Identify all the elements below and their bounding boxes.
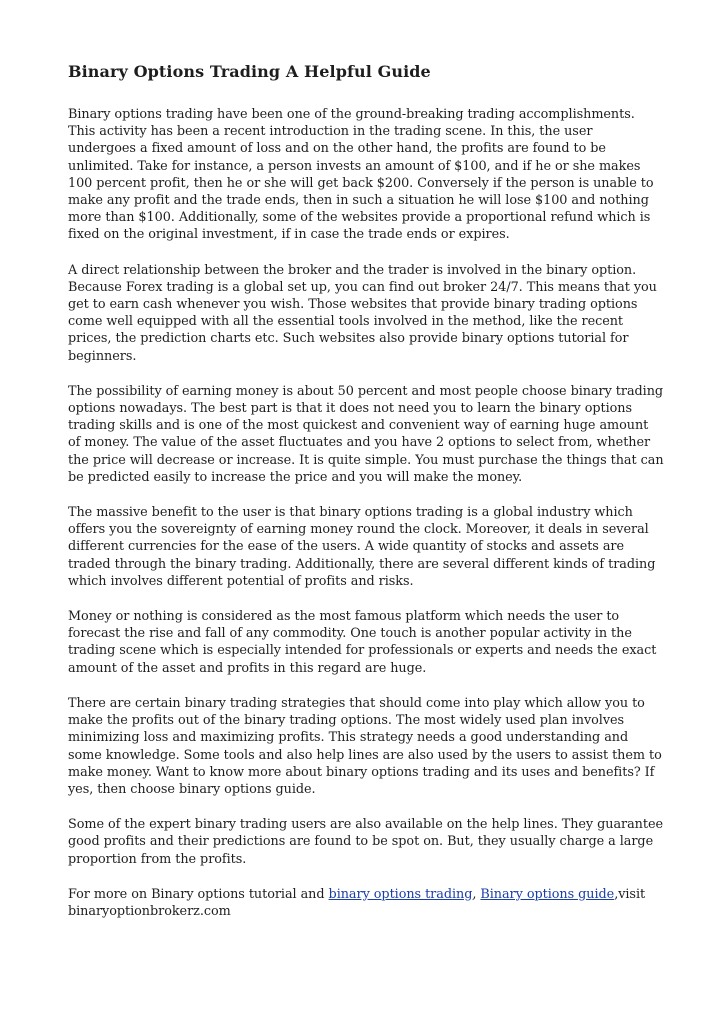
document-title: Binary Options Trading A Helpful Guide: [68, 62, 431, 81]
paragraph-2: A direct relationship between the broker and the trader is involved in the binary option. Because Forex trading is a global set up, you can find out broker 24/7. This means that you get to earn cash whenever you wish. Those websites that provide binary trading options come well equipped with all the essential tools involved in the method, like the recent prices, the prediction charts etc. Such websites also provide binary options tutorial for beginners.: [68, 262, 657, 364]
closing-tail: ,visit binaryoptionbrokerz.com: [68, 886, 646, 919]
binary-options-trading-link[interactable]: binary options trading: [328, 886, 473, 902]
closing-intro: For more on Binary options tutorial and: [68, 886, 329, 902]
paragraph-4: The massive benefit to the user is that binary options trading is a global industry which offers you the sovereignty of earning money round the clock. Moreover, it deals in several different currencies for the ease of the users. A wide quantity of stocks and assets are traded through the binary trading. Additionally, there are several different kinds of trading which involves different potential of profits and risks.: [68, 505, 656, 589]
paragraph-5: Money or nothing is considered as the most famous platform which needs the user to forecast the rise and fall of any commodity. One touch is another popular activity in the trading scene which is especially intended for professionals or experts and needs the exact amount of the asset and profits in this regard are huge.: [68, 609, 657, 676]
binary-options-guide-link[interactable]: Binary options guide: [480, 886, 615, 902]
paragraph-1: Binary options trading have been one of the ground-breaking trading accomplishments. This activity has been a recent introduction in the trading scene. In this, the user undergoes a fixed amount of loss and on the other hand, the profits are found to be unlimited. Take for instance, a person invests an amount of $100, and if he or she makes 100 percent profit, then he or she will get back $200. Conversely if the person is unable to make any profit and the trade ends, then in such a situation he will lose $100 and nothing more than $100. Additionally, some of the websites provide a proportional refund which is fixed on the original investment, if in case the trade ends or expires.: [68, 107, 654, 243]
paragraph-7: Some of the expert binary trading users are also available on the help lines. They guarantee good profits and their predictions are found to be spot on. But, they usually charge a large proportion from the profits.: [68, 817, 664, 867]
paragraph-3: The possibility of earning money is about 50 percent and most people choose binary trading options nowadays. The best part is that it does not need you to learn the binary options trading skills and is one of the most quickest and convenient way of earning huge amount of money. The value of the asset fluctuates and you have 2 options to select from, whether the price will decrease or increase. It is quite simple. You must purchase the things that can be predicted easily to increase the price and you will make the money.: [68, 383, 664, 485]
closing-paragraph: [68, 886, 664, 920]
link-separator: ,: [472, 886, 481, 902]
document-page: [68, 62, 664, 938]
paragraph-6: There are certain binary trading strategies that should come into play which allow you to make the profits out of the binary trading options. The most widely used plan involves minimizing loss and maximizing profits. This strategy needs a good understanding and some knowledge. Some tools and also help lines are also used by the users to assist them to make money. Want to know more about binary options trading and its uses and benefits? If yes, then choose binary options guide.: [68, 695, 662, 797]
